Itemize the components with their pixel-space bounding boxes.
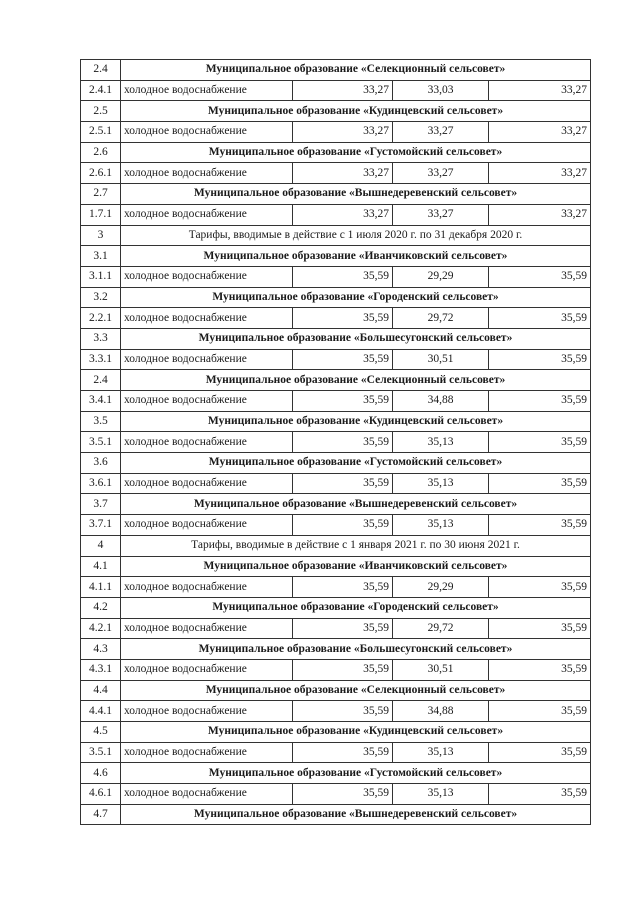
row-number: 4.3 <box>81 639 121 660</box>
row-number: 4.2 <box>81 597 121 618</box>
service-label: холодное водоснабжение <box>121 432 293 453</box>
municipality-title: Муниципальное образование «Густомойский сельсовет» <box>121 142 591 163</box>
row-number: 3.1.1 <box>81 266 121 287</box>
tariff-value-1: 33,27 <box>293 80 393 101</box>
tariff-value-2: 29,72 <box>393 618 489 639</box>
tariff-value-3: 35,59 <box>489 742 591 763</box>
tariff-value-2: 33,03 <box>393 80 489 101</box>
municipality-row <box>81 639 591 660</box>
tariff-value-2: 30,51 <box>393 659 489 680</box>
tariff-table-body <box>81 60 591 825</box>
tariff-value-1: 35,59 <box>293 308 393 329</box>
tariff-data-row <box>81 432 591 453</box>
row-number: 4.6.1 <box>81 784 121 805</box>
tariff-value-1: 35,59 <box>293 742 393 763</box>
municipality-title: Муниципальное образование «Густомойский сельсовет» <box>121 763 591 784</box>
service-label: холодное водоснабжение <box>121 266 293 287</box>
service-label: холодное водоснабжение <box>121 204 293 225</box>
tariff-value-2: 35,13 <box>393 784 489 805</box>
row-number: 3.5.1 <box>81 432 121 453</box>
row-number: 1.7.1 <box>81 204 121 225</box>
tariff-value-2: 29,29 <box>393 266 489 287</box>
row-number: 3.3 <box>81 328 121 349</box>
tariff-value-3: 35,59 <box>489 618 591 639</box>
service-label: холодное водоснабжение <box>121 515 293 536</box>
row-number: 4.5 <box>81 722 121 743</box>
row-number: 2.4.1 <box>81 80 121 101</box>
municipality-title: Муниципальное образование «Густомойский сельсовет» <box>121 453 591 474</box>
service-label: холодное водоснабжение <box>121 80 293 101</box>
tariff-data-row <box>81 742 591 763</box>
municipality-title: Муниципальное образование «Кудинцевский сельсовет» <box>121 101 591 122</box>
service-label: холодное водоснабжение <box>121 391 293 412</box>
municipality-title: Муниципальное образование «Селекционный сельсовет» <box>121 370 591 391</box>
row-number: 4.3.1 <box>81 659 121 680</box>
municipality-title: Муниципальное образование «Вышнедеревенский сельсовет» <box>121 804 591 825</box>
tariff-value-3: 33,27 <box>489 204 591 225</box>
service-label: холодное водоснабжение <box>121 784 293 805</box>
tariff-value-1: 35,59 <box>293 784 393 805</box>
row-number: 4.1 <box>81 556 121 577</box>
row-number: 4.7 <box>81 804 121 825</box>
tariff-data-row <box>81 659 591 680</box>
tariff-value-1: 35,59 <box>293 701 393 722</box>
municipality-row <box>81 246 591 267</box>
municipality-title: Муниципальное образование «Городенский сельсовет» <box>121 597 591 618</box>
tariff-value-1: 35,59 <box>293 432 393 453</box>
tariff-data-row <box>81 577 591 598</box>
row-number: 2.6 <box>81 142 121 163</box>
tariff-table <box>80 59 591 825</box>
service-label: холодное водоснабжение <box>121 701 293 722</box>
tariff-value-1: 35,59 <box>293 618 393 639</box>
municipality-title: Муниципальное образование «Вышнедеревенский сельсовет» <box>121 494 591 515</box>
row-number: 3.7.1 <box>81 515 121 536</box>
tariff-data-row <box>81 80 591 101</box>
municipality-row <box>81 494 591 515</box>
tariff-value-2: 34,88 <box>393 701 489 722</box>
row-number: 3.6.1 <box>81 473 121 494</box>
municipality-row <box>81 142 591 163</box>
tariff-value-3: 35,59 <box>489 473 591 494</box>
row-number: 2.5 <box>81 101 121 122</box>
municipality-title: Муниципальное образование «Кудинцевский сельсовет» <box>121 722 591 743</box>
municipality-row <box>81 101 591 122</box>
municipality-row <box>81 184 591 205</box>
tariff-value-1: 35,59 <box>293 577 393 598</box>
municipality-title: Муниципальное образование «Кудинцевский сельсовет» <box>121 411 591 432</box>
tariff-value-1: 35,59 <box>293 349 393 370</box>
tariff-value-3: 35,59 <box>489 515 591 536</box>
row-number: 3.1 <box>81 246 121 267</box>
tariff-value-1: 33,27 <box>293 122 393 143</box>
row-number: 4 <box>81 535 121 556</box>
tariff-value-1: 35,59 <box>293 391 393 412</box>
tariff-value-2: 29,72 <box>393 308 489 329</box>
row-number: 4.1.1 <box>81 577 121 598</box>
row-number: 4.4.1 <box>81 701 121 722</box>
municipality-row <box>81 722 591 743</box>
row-number: 4.2.1 <box>81 618 121 639</box>
section-title: Тарифы, вводимые в действие с 1 января 2021 г. по 30 июня 2021 г. <box>121 535 591 556</box>
tariff-value-3: 35,59 <box>489 266 591 287</box>
tariff-section-row <box>81 535 591 556</box>
tariff-value-2: 34,88 <box>393 391 489 412</box>
tariff-data-row <box>81 618 591 639</box>
tariff-value-3: 35,59 <box>489 577 591 598</box>
service-label: холодное водоснабжение <box>121 659 293 680</box>
service-label: холодное водоснабжение <box>121 163 293 184</box>
municipality-row <box>81 804 591 825</box>
row-number: 4.4 <box>81 680 121 701</box>
tariff-value-2: 33,27 <box>393 204 489 225</box>
row-number: 3.7 <box>81 494 121 515</box>
row-number: 3.5.1 <box>81 742 121 763</box>
municipality-row <box>81 763 591 784</box>
municipality-row <box>81 328 591 349</box>
municipality-row <box>81 60 591 81</box>
municipality-title: Муниципальное образование «Иванчиковский сельсовет» <box>121 556 591 577</box>
tariff-value-2: 35,13 <box>393 473 489 494</box>
tariff-value-3: 33,27 <box>489 80 591 101</box>
municipality-row <box>81 453 591 474</box>
tariff-value-1: 35,59 <box>293 473 393 494</box>
row-number: 3.6 <box>81 453 121 474</box>
section-title: Тарифы, вводимые в действие с 1 июля 2020 г. по 31 декабря 2020 г. <box>121 225 591 246</box>
tariff-data-row <box>81 163 591 184</box>
municipality-title: Муниципальное образование «Большесугонский сельсовет» <box>121 639 591 660</box>
tariff-value-2: 35,13 <box>393 742 489 763</box>
tariff-value-1: 33,27 <box>293 163 393 184</box>
municipality-row <box>81 411 591 432</box>
row-number: 2.4 <box>81 370 121 391</box>
service-label: холодное водоснабжение <box>121 349 293 370</box>
tariff-data-row <box>81 204 591 225</box>
tariff-value-3: 35,59 <box>489 391 591 412</box>
row-number: 3.2 <box>81 287 121 308</box>
tariff-value-2: 35,13 <box>393 515 489 536</box>
tariff-value-3: 35,59 <box>489 308 591 329</box>
tariff-value-1: 35,59 <box>293 659 393 680</box>
municipality-row <box>81 680 591 701</box>
row-number: 2.5.1 <box>81 122 121 143</box>
service-label: холодное водоснабжение <box>121 122 293 143</box>
municipality-title: Муниципальное образование «Селекционный сельсовет» <box>121 60 591 81</box>
tariff-data-row <box>81 784 591 805</box>
service-label: холодное водоснабжение <box>121 308 293 329</box>
tariff-data-row <box>81 701 591 722</box>
tariff-value-1: 35,59 <box>293 266 393 287</box>
tariff-data-row <box>81 266 591 287</box>
service-label: холодное водоснабжение <box>121 473 293 494</box>
row-number: 2.2.1 <box>81 308 121 329</box>
row-number: 2.4 <box>81 60 121 81</box>
row-number: 3.5 <box>81 411 121 432</box>
tariff-data-row <box>81 473 591 494</box>
tariff-data-row <box>81 391 591 412</box>
service-label: холодное водоснабжение <box>121 577 293 598</box>
tariff-value-3: 33,27 <box>489 163 591 184</box>
tariff-data-row <box>81 122 591 143</box>
tariff-value-3: 35,59 <box>489 349 591 370</box>
tariff-value-2: 33,27 <box>393 163 489 184</box>
row-number: 3 <box>81 225 121 246</box>
service-label: холодное водоснабжение <box>121 742 293 763</box>
row-number: 2.6.1 <box>81 163 121 184</box>
municipality-title: Муниципальное образование «Городенский сельсовет» <box>121 287 591 308</box>
tariff-value-2: 33,27 <box>393 122 489 143</box>
service-label: холодное водоснабжение <box>121 618 293 639</box>
tariff-value-3: 33,27 <box>489 122 591 143</box>
tariff-value-3: 35,59 <box>489 432 591 453</box>
tariff-value-2: 30,51 <box>393 349 489 370</box>
row-number: 3.3.1 <box>81 349 121 370</box>
municipality-title: Муниципальное образование «Иванчиковский сельсовет» <box>121 246 591 267</box>
tariff-data-row <box>81 349 591 370</box>
municipality-row <box>81 597 591 618</box>
municipality-row <box>81 287 591 308</box>
tariff-value-1: 33,27 <box>293 204 393 225</box>
tariff-value-3: 35,59 <box>489 659 591 680</box>
tariff-value-3: 35,59 <box>489 701 591 722</box>
tariff-section-row <box>81 225 591 246</box>
tariff-value-2: 35,13 <box>393 432 489 453</box>
tariff-value-1: 35,59 <box>293 515 393 536</box>
row-number: 4.6 <box>81 763 121 784</box>
row-number: 3.4.1 <box>81 391 121 412</box>
municipality-row <box>81 556 591 577</box>
tariff-value-2: 29,29 <box>393 577 489 598</box>
tariff-data-row <box>81 308 591 329</box>
municipality-title: Муниципальное образование «Вышнедеревенский сельсовет» <box>121 184 591 205</box>
row-number: 2.7 <box>81 184 121 205</box>
municipality-row <box>81 370 591 391</box>
municipality-title: Муниципальное образование «Большесугонский сельсовет» <box>121 328 591 349</box>
municipality-title: Муниципальное образование «Селекционный сельсовет» <box>121 680 591 701</box>
tariff-value-3: 35,59 <box>489 784 591 805</box>
tariff-data-row <box>81 515 591 536</box>
